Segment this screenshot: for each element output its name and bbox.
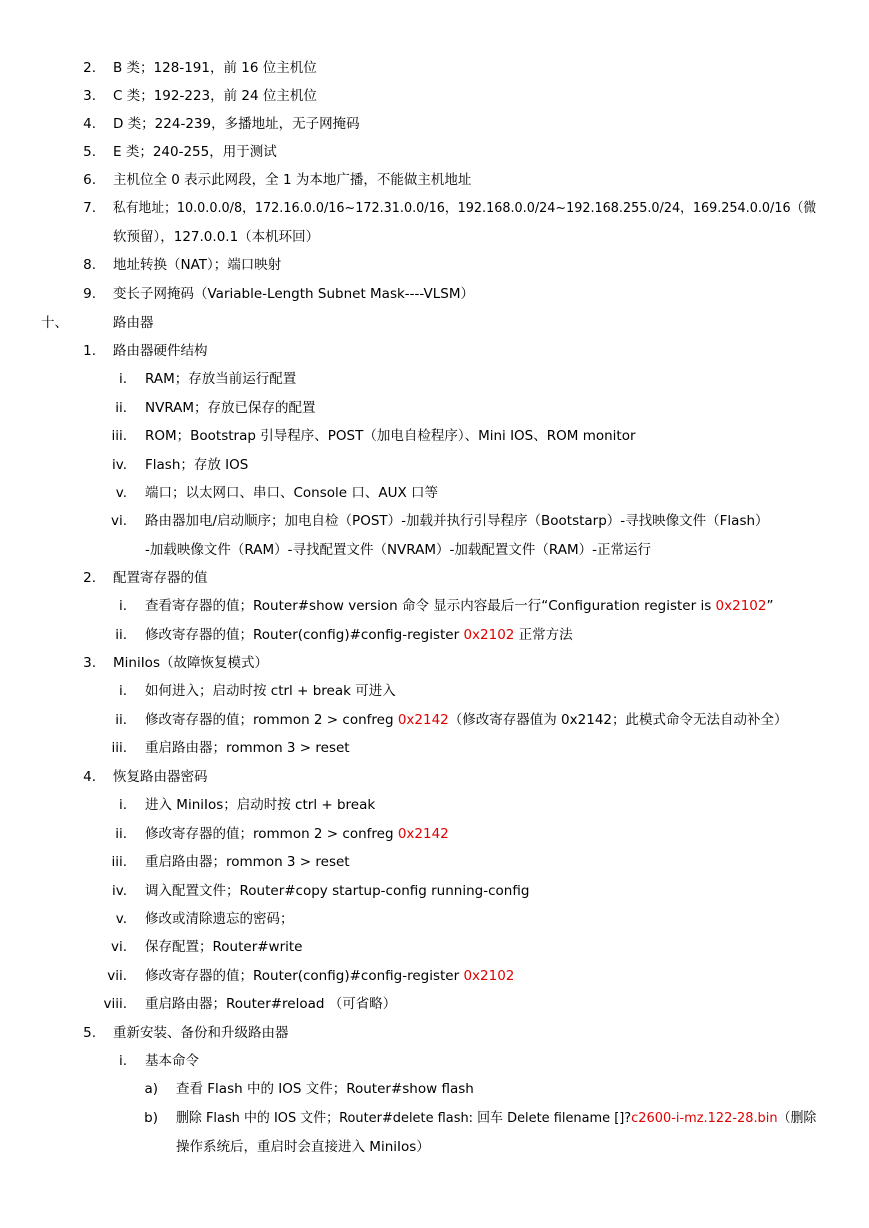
list-marker: i.	[118, 371, 127, 387]
text-segment: 重启路由器；rommon 3 > reset	[145, 854, 350, 870]
text-segment: 恢复路由器密码	[113, 769, 208, 785]
list-marker: v.	[115, 911, 127, 927]
list-item-text	[145, 796, 375, 814]
list-item-text	[113, 199, 816, 217]
text-segment: 重启路由器；Router#reload （可省略）	[145, 996, 397, 1012]
text-segment: 端口；以太网口、串口、Console 口、AUX 口等	[145, 485, 439, 501]
list-item-text	[113, 256, 281, 274]
list-item-text	[145, 853, 350, 871]
list-item-text	[113, 87, 317, 105]
list-marker: 2.	[83, 570, 96, 586]
list-marker: i.	[118, 683, 127, 699]
list-item-text	[145, 938, 303, 956]
list-item-text	[113, 285, 474, 303]
text-segment: 保存配置；Router#write	[145, 939, 303, 955]
list-item-text	[113, 228, 319, 246]
text-segment: 修改寄存器的值；rommon 2 > confreg	[145, 712, 398, 728]
list-marker: i.	[118, 797, 127, 813]
list-marker: ii.	[115, 826, 127, 842]
list-item-text	[145, 512, 769, 530]
text-segment: 路由器硬件结构	[113, 343, 208, 359]
list-item-text	[145, 399, 316, 417]
highlighted-value: 0x2142	[397, 826, 449, 842]
list-marker: 6.	[83, 172, 96, 188]
list-marker: 3.	[83, 655, 96, 671]
list-item-text	[176, 1138, 430, 1156]
list-marker: b)	[144, 1110, 158, 1126]
list-marker: iii.	[111, 740, 127, 756]
list-marker: viii.	[103, 996, 127, 1012]
list-item-text	[113, 342, 208, 360]
text-segment: 地址转换（NAT）；端口映射	[113, 257, 282, 273]
highlighted-value: 0x2102	[715, 598, 767, 614]
text-segment: 私有地址；10.0.0.0/8，172.16.0.0/16~172.31.0.0/16，192.168.0.0/24~192.168.255.0/24，169.254.0.0/16（微	[113, 200, 817, 216]
list-marker: ii.	[115, 400, 127, 416]
list-item-text	[113, 143, 277, 161]
text-segment: 正常方法	[514, 627, 573, 643]
highlighted-value: c2600-i-mz.122-28.bin	[631, 1110, 778, 1126]
text-segment: MiniIos（故障恢复模式）	[113, 655, 268, 671]
text-segment: D 类；224-239，多播地址，无子网掩码	[113, 116, 360, 132]
list-item-text	[145, 711, 788, 729]
list-item-text	[145, 910, 294, 928]
text-segment: 调入配置文件；Router#copy startup-config running-config	[145, 883, 530, 899]
list-marker: 4.	[83, 116, 96, 132]
list-item-text	[113, 768, 208, 786]
list-marker: a)	[144, 1081, 158, 1097]
list-marker: 3.	[83, 88, 96, 104]
text-segment: 进入 MiniIos；启动时按 ctrl + break	[145, 797, 376, 813]
list-item-text	[145, 995, 396, 1013]
list-marker: i.	[118, 1053, 127, 1069]
text-segment: （删除	[777, 1110, 817, 1126]
list-item-text	[145, 626, 573, 644]
text-segment: 删除 Flash 中的 IOS 文件；Router#delete flash: 回车 Delete filename []?	[176, 1110, 632, 1126]
text-segment: B 类；128-191，前 16 位主机位	[113, 60, 317, 76]
text-segment: 查看 Flash 中的 IOS 文件；Router#show flash	[176, 1081, 474, 1097]
text-segment: NVRAM；存放已保存的配置	[145, 400, 316, 416]
list-item-text	[145, 739, 350, 757]
list-marker: vi.	[110, 513, 127, 529]
text-segment: 变长子网掩码（Variable-Length Subnet Mask----VLSM）	[113, 286, 474, 302]
list-item-text	[113, 115, 360, 133]
list-item-text	[145, 967, 514, 985]
list-item-text	[145, 882, 529, 900]
highlighted-value: 0x2142	[397, 712, 449, 728]
text-segment: E 类；240-255，用于测试	[113, 144, 277, 160]
text-segment: 修改寄存器的值；Router(config)#config-register	[145, 627, 464, 643]
text-segment: 重启路由器；rommon 3 > reset	[145, 740, 350, 756]
list-marker: vi.	[110, 939, 127, 955]
list-item-text	[145, 541, 651, 559]
text-segment: 修改寄存器的值；Router(config)#config-register	[145, 968, 464, 984]
list-item-text	[145, 370, 296, 388]
list-marker: iv.	[112, 457, 127, 473]
list-marker: ii.	[115, 627, 127, 643]
list-item-text	[113, 314, 154, 332]
text-segment: 配置寄存器的值	[113, 570, 208, 586]
list-item-text	[176, 1080, 474, 1098]
list-item-text	[113, 171, 471, 189]
list-marker: 1.	[83, 343, 96, 359]
list-item-text	[176, 1109, 816, 1127]
list-item-text	[113, 569, 208, 587]
list-item-text	[145, 427, 636, 445]
highlighted-value: 0x2102	[463, 968, 515, 984]
text-segment: 操作系统后，重启时会直接进入 MiniIos）	[176, 1139, 430, 1155]
list-marker: v.	[115, 485, 127, 501]
text-segment: 重新安装、备份和升级路由器	[113, 1025, 289, 1041]
list-marker: i.	[118, 598, 127, 614]
list-marker: 2.	[83, 60, 96, 76]
list-marker: 9.	[83, 286, 96, 302]
text-segment: 如何进入；启动时按 ctrl + break 可进入	[145, 683, 396, 699]
text-segment: 修改寄存器的值；rommon 2 > confreg	[145, 826, 398, 842]
list-item-text	[145, 597, 773, 615]
list-item-text	[113, 654, 268, 672]
list-item-text	[145, 682, 396, 700]
list-marker: iii.	[111, 854, 127, 870]
list-marker: 十、	[41, 315, 68, 331]
list-marker: 5.	[83, 1025, 96, 1041]
list-marker: 8.	[83, 257, 96, 273]
list-item-text	[113, 59, 317, 77]
text-segment: 路由器	[113, 315, 154, 331]
text-segment: 修改或清除遗忘的密码；	[145, 911, 294, 927]
text-segment: 软预留），127.0.0.1（本机环回）	[113, 229, 320, 245]
list-item-text	[145, 456, 248, 474]
text-segment: 路由器加电/启动顺序；加电自检（POST）-加载并执行引导程序（Bootstarp）-寻找映像文件（Flash）	[145, 513, 769, 529]
list-item-text	[145, 484, 438, 502]
list-marker: iv.	[112, 883, 127, 899]
list-item-text	[113, 1024, 289, 1042]
text-segment: Flash；存放 IOS	[145, 457, 249, 473]
text-segment: ROM；Bootstrap 引导程序、POST（加电自检程序）、Mini IOS、ROM monitor	[145, 428, 636, 444]
text-segment: C 类；192-223，前 24 位主机位	[113, 88, 317, 104]
text-segment: ”	[766, 598, 774, 614]
list-marker: ii.	[115, 712, 127, 728]
list-marker: 7.	[83, 200, 96, 216]
highlighted-value: 0x2102	[463, 627, 515, 643]
text-segment: 查看寄存器的值；Router#show version 命令 显示内容最后一行“Configuration register is	[145, 598, 716, 614]
list-item-text	[145, 1052, 199, 1070]
text-segment: 主机位全 0 表示此网段，全 1 为本地广播，不能做主机地址	[113, 172, 472, 188]
list-marker: 5.	[83, 144, 96, 160]
text-segment: （修改寄存器值为 0x2142；此模式命令无法自动补全）	[448, 712, 788, 728]
list-marker: iii.	[111, 428, 127, 444]
list-marker: vii.	[107, 968, 127, 984]
list-marker: 4.	[83, 769, 96, 785]
text-segment: -加载映像文件（RAM）-寻找配置文件（NVRAM）-加载配置文件（RAM）-正常运行	[145, 542, 651, 558]
text-segment: RAM；存放当前运行配置	[145, 371, 297, 387]
list-item-text	[145, 825, 449, 843]
text-segment: 基本命令	[145, 1053, 199, 1069]
